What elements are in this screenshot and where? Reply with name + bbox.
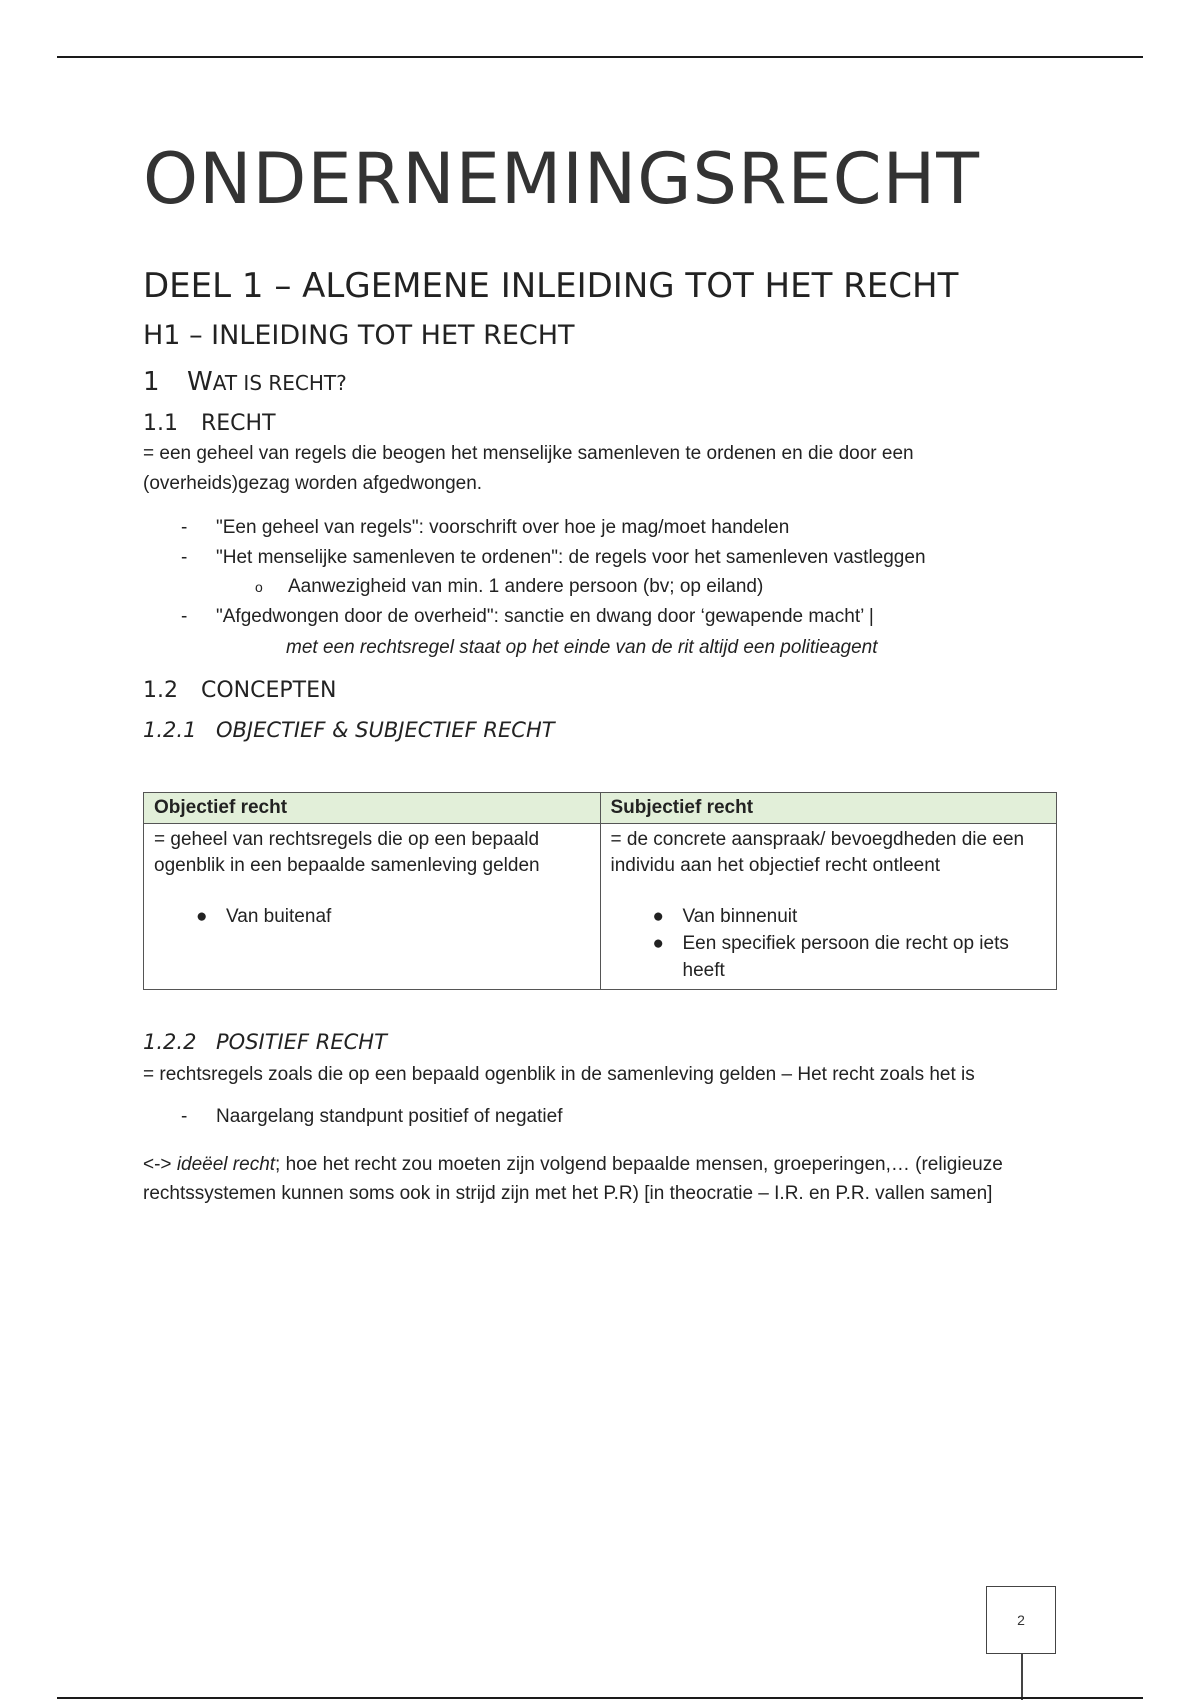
ideal-term: ideëel recht	[176, 1154, 276, 1175]
bullet-dot-icon: ●	[652, 933, 664, 954]
table-row	[144, 824, 1057, 990]
cell-bullet-list	[154, 903, 590, 930]
ideal-prefix: <->	[143, 1154, 172, 1175]
subsection-heading-1-2	[143, 678, 336, 703]
subsection-heading-1-1	[143, 411, 276, 436]
dash-marker: -	[181, 547, 188, 568]
subsubsection-heading-1-2-2	[143, 1030, 387, 1054]
sub-list-item	[143, 576, 1043, 600]
circle-marker: o	[255, 579, 263, 595]
subsubsection-title: POSITIEF RECHT	[216, 1030, 387, 1054]
subsubsection-number: 1.2.2	[143, 1030, 197, 1054]
bullet-dot-icon: ●	[196, 906, 208, 927]
list-item	[143, 517, 1043, 541]
italic-note: met een rechtsregel staat op het einde van de rit altijd een politieagent	[286, 637, 878, 658]
cell-definition: = de concrete aanspraak/ bevoegdheden die een individu aan het objectief recht ontleent	[610, 829, 1025, 876]
definition-line-2: (overheids)gezag worden afgedwongen.	[143, 473, 483, 494]
ideal-recht-line-1	[143, 1150, 1003, 1179]
list-item-text: "Afgedwongen door de overheid": sanctie en dwang door ‘gewapende macht’ |	[216, 606, 874, 627]
dash-marker: -	[181, 606, 188, 627]
subsection-title: CONCEPTEN	[201, 678, 337, 703]
bullet-dot-icon: ●	[652, 906, 664, 927]
subsection-number: 1.2	[143, 678, 178, 703]
cell-bullet-list	[611, 903, 1047, 984]
cell-definition: = geheel van rechtsregels die op een bepaald ogenblik in een bepaalde samenleving gelden	[154, 829, 540, 876]
dash-marker: -	[181, 1106, 188, 1127]
section-title-initial: W	[187, 367, 213, 397]
list-item-text: "Het menselijke samenleven te ordenen": de regels voor het samenleven vastleggen	[216, 547, 926, 568]
page-number-box	[986, 1586, 1056, 1654]
list-item-text: Een specifiek persoon die recht op iets heeft	[682, 933, 1009, 981]
document-title: ONDERNEMINGSRECHT	[143, 138, 981, 220]
table-cell-subjectief	[600, 824, 1057, 990]
subsection-number: 1.1	[143, 411, 178, 436]
list-item	[143, 1106, 1043, 1130]
subsubsection-number: 1.2.1	[143, 718, 197, 742]
section-number: 1	[143, 367, 160, 397]
bottom-rule	[57, 1697, 1143, 1699]
chapter-heading: H1 – INLEIDING TOT HET RECHT	[143, 320, 575, 351]
dash-marker: -	[181, 517, 188, 538]
subsection-title: RECHT	[201, 411, 276, 436]
definition-line-1: = een geheel van regels die beogen het menselijke samenleven te ordenen en die door een	[143, 443, 914, 464]
table-header-subjectief: Subjectief recht	[600, 793, 1057, 824]
section-title-rest: AT IS RECHT?	[212, 371, 347, 395]
positief-definition: = rechtsregels zoals die op een bepaald ogenblik in de samenleving gelden – Het recht zoals het is	[143, 1064, 975, 1085]
list-item-text: Van buitenaf	[226, 906, 332, 927]
table-header-row	[144, 793, 1057, 824]
table-cell-objectief	[144, 824, 601, 990]
subsubsection-heading-1-2-1	[143, 718, 555, 742]
comparison-table	[143, 792, 1057, 990]
list-item	[143, 547, 1043, 571]
section-heading-1	[143, 367, 347, 397]
list-item	[143, 606, 1043, 630]
table-header-objectief: Objectief recht	[144, 793, 601, 824]
ideal-line-1-rest: ; hoe het recht zou moeten zijn volgend bepaalde mensen, groeperingen,… (religieuze	[275, 1154, 1003, 1175]
list-item	[653, 930, 1047, 984]
subsubsection-title: OBJECTIEF & SUBJECTIEF RECHT	[216, 718, 555, 742]
page-number-connector	[1021, 1654, 1023, 1700]
top-rule	[57, 56, 1143, 58]
list-item-text: Naargelang standpunt positief of negatief	[216, 1106, 563, 1127]
page-number: 2	[1017, 1612, 1025, 1628]
list-item	[653, 903, 1047, 930]
list-item-text: Van binnenuit	[682, 906, 798, 927]
sub-list-item-text: Aanwezigheid van min. 1 andere persoon (bv; op eiland)	[288, 576, 764, 597]
list-item	[196, 903, 590, 930]
list-item-text: "Een geheel van regels": voorschrift over hoe je mag/moet handelen	[216, 517, 790, 538]
ideal-recht-line-2: rechtssystemen kunnen soms ook in strijd zijn met het P.R) [in theocratie – I.R. en P.R. vallen samen]	[143, 1183, 993, 1204]
part-heading: DEEL 1 – ALGEMENE INLEIDING TOT HET RECHT	[143, 266, 959, 306]
